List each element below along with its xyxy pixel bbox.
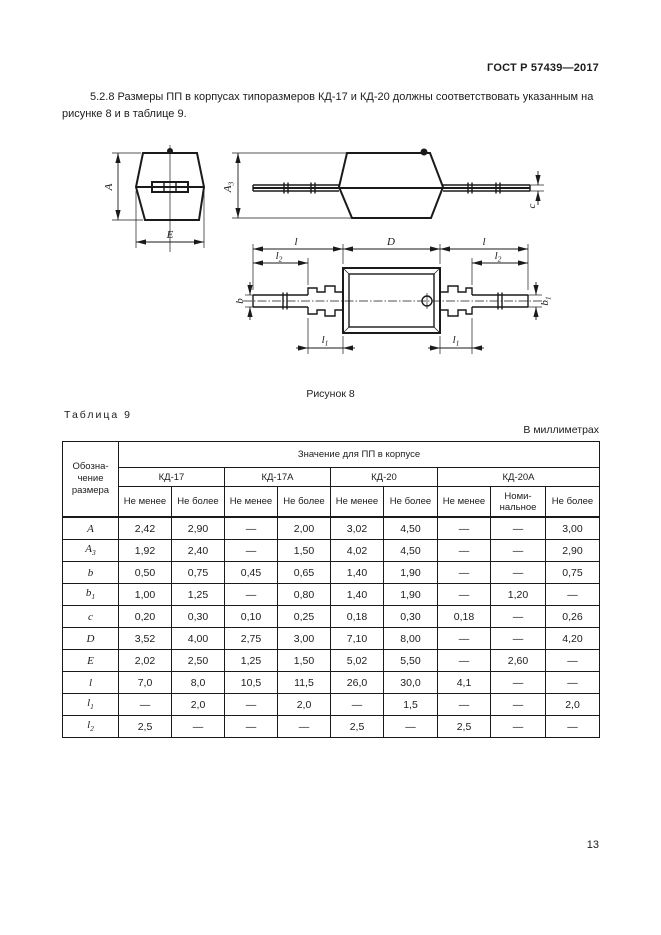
- sub-header: Номи-нальное: [491, 487, 546, 518]
- value-cell: 4,50: [384, 517, 438, 540]
- designation-cell: l: [63, 672, 119, 694]
- value-cell: 1,40: [331, 562, 384, 584]
- value-cell: —: [491, 628, 546, 650]
- value-cell: 26,0: [331, 672, 384, 694]
- value-cell: —: [491, 672, 546, 694]
- value-cell: 2,5: [438, 716, 491, 738]
- designation-cell: $l_2$: [63, 716, 119, 738]
- dim-label-l1-left: $l_1$: [321, 334, 329, 348]
- value-cell: 11,5: [278, 672, 331, 694]
- value-cell: 0,25: [278, 606, 331, 628]
- value-cell: 3,02: [331, 517, 384, 540]
- value-cell: 0,30: [384, 606, 438, 628]
- sub-header: Не более: [546, 487, 600, 518]
- value-cell: —: [438, 540, 491, 562]
- value-cell: 4,1: [438, 672, 491, 694]
- paragraph-5-2-8: 5.2.8 Размеры ПП в корпусах типоразмеров КД-17 и КД-20 должны соответствовать указанным на рисунке 8 и в таблице 9.: [62, 91, 594, 120]
- value-cell: 2,90: [172, 517, 225, 540]
- value-cell: 4,50: [384, 540, 438, 562]
- value-cell: —: [491, 540, 546, 562]
- dim-label-b1: $b_1$: [539, 296, 553, 306]
- dim-label-A3: $A_3$: [222, 181, 236, 193]
- value-cell: 7,0: [119, 672, 172, 694]
- value-cell: —: [225, 517, 278, 540]
- value-cell: —: [438, 628, 491, 650]
- side-view: [222, 149, 544, 219]
- value-cell: —: [278, 716, 331, 738]
- value-cell: —: [438, 694, 491, 716]
- value-cell: 30,0: [384, 672, 438, 694]
- value-cell: 1,20: [491, 584, 546, 606]
- value-cell: —: [172, 716, 225, 738]
- designation-cell: $l_1$: [63, 694, 119, 716]
- dim-label-c: c: [526, 203, 538, 209]
- column-header-group: Значение для ПП в корпусе: [119, 442, 600, 468]
- value-cell: 1,00: [119, 584, 172, 606]
- value-cell: 2,60: [491, 650, 546, 672]
- value-cell: —: [491, 716, 546, 738]
- table-row: [63, 562, 600, 584]
- value-cell: —: [225, 716, 278, 738]
- designation-cell: D: [63, 628, 119, 650]
- value-cell: 0,26: [546, 606, 600, 628]
- value-cell: 3,52: [119, 628, 172, 650]
- value-cell: 4,20: [546, 628, 600, 650]
- designation-cell: $A_3$: [63, 540, 119, 562]
- dim-label-E: E: [166, 229, 174, 241]
- value-cell: —: [546, 716, 600, 738]
- column-header-kd17a: КД-17А: [225, 468, 331, 487]
- figure-8-drawing: [0, 140, 661, 388]
- value-cell: —: [546, 672, 600, 694]
- dim-label-l-right: l: [482, 236, 486, 248]
- value-cell: 0,18: [331, 606, 384, 628]
- designation-cell: A: [63, 517, 119, 540]
- value-cell: —: [384, 716, 438, 738]
- value-cell: 8,0: [172, 672, 225, 694]
- units-note: В миллиметрах: [523, 424, 599, 436]
- value-cell: —: [491, 694, 546, 716]
- value-cell: 1,40: [331, 584, 384, 606]
- dim-label-b: b: [234, 298, 246, 304]
- designation-cell: E: [63, 650, 119, 672]
- dim-label-l2-left: $l_2$: [275, 250, 283, 264]
- value-cell: —: [438, 517, 491, 540]
- front-view: [103, 145, 204, 252]
- dim-label-l-left: l: [294, 236, 298, 248]
- sub-header: Не более: [384, 487, 438, 518]
- value-cell: 1,92: [119, 540, 172, 562]
- value-cell: —: [225, 584, 278, 606]
- value-cell: —: [546, 650, 600, 672]
- bottom-view: [234, 236, 553, 354]
- table-9: [62, 441, 600, 738]
- table-row: [63, 716, 600, 738]
- value-cell: 0,75: [546, 562, 600, 584]
- value-cell: 4,00: [172, 628, 225, 650]
- value-cell: 2,90: [546, 540, 600, 562]
- designation-cell: b: [63, 562, 119, 584]
- value-cell: 5,50: [384, 650, 438, 672]
- value-cell: 7,10: [331, 628, 384, 650]
- value-cell: —: [491, 562, 546, 584]
- value-cell: 2,02: [119, 650, 172, 672]
- sub-header: Не менее: [331, 487, 384, 518]
- value-cell: 10,5: [225, 672, 278, 694]
- value-cell: —: [331, 694, 384, 716]
- table-row: [63, 606, 600, 628]
- value-cell: 0,75: [172, 562, 225, 584]
- value-cell: 4,02: [331, 540, 384, 562]
- value-cell: 2,0: [172, 694, 225, 716]
- value-cell: 2,75: [225, 628, 278, 650]
- value-cell: 0,30: [172, 606, 225, 628]
- table-row: [63, 694, 600, 716]
- dim-label-A: A: [103, 183, 115, 191]
- value-cell: 8,00: [384, 628, 438, 650]
- value-cell: —: [438, 650, 491, 672]
- value-cell: 0,45: [225, 562, 278, 584]
- value-cell: 1,90: [384, 584, 438, 606]
- value-cell: 0,20: [119, 606, 172, 628]
- value-cell: 0,65: [278, 562, 331, 584]
- table-caption: Таблица 9: [64, 409, 132, 421]
- column-header-kd20a: КД-20А: [438, 468, 600, 487]
- value-cell: 1,50: [278, 650, 331, 672]
- table-row: [63, 650, 600, 672]
- value-cell: 0,80: [278, 584, 331, 606]
- value-cell: 1,5: [384, 694, 438, 716]
- value-cell: 2,5: [119, 716, 172, 738]
- column-header-kd17: КД-17: [119, 468, 225, 487]
- sub-header: Не более: [278, 487, 331, 518]
- value-cell: 3,00: [546, 517, 600, 540]
- column-header-kd20: КД-20: [331, 468, 438, 487]
- value-cell: 2,42: [119, 517, 172, 540]
- value-cell: 5,02: [331, 650, 384, 672]
- designation-cell: $b_1$: [63, 584, 119, 606]
- value-cell: —: [438, 562, 491, 584]
- polarity-mark-side: [421, 149, 428, 156]
- value-cell: —: [491, 606, 546, 628]
- value-cell: 2,40: [172, 540, 225, 562]
- value-cell: 1,25: [172, 584, 225, 606]
- figure-caption: Рисунок 8: [306, 388, 355, 400]
- value-cell: 1,90: [384, 562, 438, 584]
- table-row: [63, 517, 600, 540]
- sub-header: Не менее: [438, 487, 491, 518]
- sub-header: Не менее: [119, 487, 172, 518]
- sub-header: Не более: [172, 487, 225, 518]
- table-row: [63, 584, 600, 606]
- value-cell: —: [225, 694, 278, 716]
- value-cell: 2,0: [278, 694, 331, 716]
- doc-code: ГОСТ Р 57439—2017: [487, 62, 599, 74]
- value-cell: 1,50: [278, 540, 331, 562]
- value-cell: 0,10: [225, 606, 278, 628]
- value-cell: 2,50: [172, 650, 225, 672]
- column-header-designation: Обозна- чение размера: [63, 442, 119, 518]
- value-cell: —: [225, 540, 278, 562]
- value-cell: 1,25: [225, 650, 278, 672]
- dim-label-l1-right: $l_1$: [452, 334, 460, 348]
- value-cell: —: [546, 584, 600, 606]
- value-cell: —: [438, 584, 491, 606]
- value-cell: 0,50: [119, 562, 172, 584]
- table-row: [63, 628, 600, 650]
- value-cell: —: [491, 517, 546, 540]
- table-row: [63, 672, 600, 694]
- table-body: [63, 517, 600, 738]
- sub-header: Не менее: [225, 487, 278, 518]
- table-row: [63, 540, 600, 562]
- value-cell: 3,00: [278, 628, 331, 650]
- value-cell: 2,5: [331, 716, 384, 738]
- value-cell: 0,18: [438, 606, 491, 628]
- value-cell: —: [119, 694, 172, 716]
- designation-cell: c: [63, 606, 119, 628]
- page-number: 13: [586, 839, 599, 851]
- dim-label-D: D: [387, 236, 395, 248]
- value-cell: 2,00: [278, 517, 331, 540]
- dim-label-l2-right: $l_2$: [494, 250, 502, 264]
- value-cell: 2,0: [546, 694, 600, 716]
